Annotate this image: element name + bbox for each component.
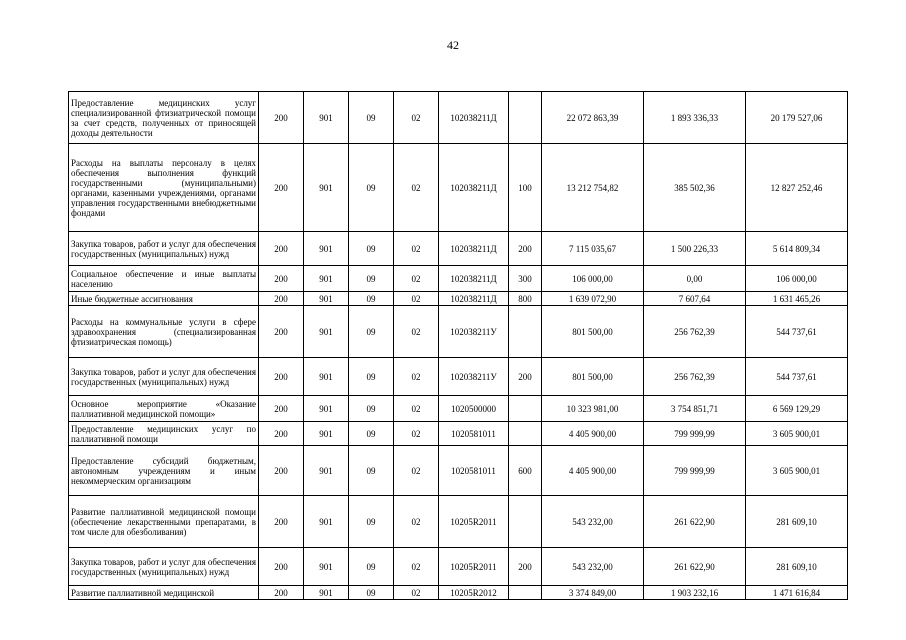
cell-fact: 256 762,39 <box>644 358 746 396</box>
cell-pr: 02 <box>394 422 439 446</box>
table-body <box>69 92 848 600</box>
table-row <box>69 496 848 548</box>
cell-rest: 12 827 252,46 <box>746 144 848 232</box>
cell-fact: 7 607,64 <box>644 292 746 306</box>
cell-rest: 3 605 900,01 <box>746 422 848 446</box>
cell-rz: 09 <box>349 446 394 496</box>
cell-rz: 09 <box>349 396 394 422</box>
cell-name: Закупка товаров, работ и услуг для обеспечения государственных (муниципальных) нужд <box>69 232 259 266</box>
cell-fact: 0,00 <box>644 266 746 292</box>
cell-ved: 901 <box>304 422 349 446</box>
cell-plan: 801 500,00 <box>542 306 644 358</box>
cell-pr: 02 <box>394 496 439 548</box>
cell-name: Закупка товаров, работ и услуг для обеспечения государственных (муниципальных) нужд <box>69 548 259 586</box>
cell-pr: 02 <box>394 266 439 292</box>
cell-csr: 102038211Д <box>439 292 509 306</box>
cell-pr: 02 <box>394 306 439 358</box>
cell-name: Предоставление медицинских услуг по паллиативной помощи <box>69 422 259 446</box>
cell-plan: 543 232,00 <box>542 496 644 548</box>
cell-vr: 100 <box>509 144 542 232</box>
cell-fact: 261 622,90 <box>644 548 746 586</box>
cell-fact: 1 893 336,33 <box>644 92 746 144</box>
cell-rz: 09 <box>349 144 394 232</box>
cell-rz: 09 <box>349 586 394 600</box>
cell-pr: 02 <box>394 92 439 144</box>
cell-fact: 261 622,90 <box>644 496 746 548</box>
cell-pr: 02 <box>394 446 439 496</box>
table-row <box>69 548 848 586</box>
table-row <box>69 144 848 232</box>
cell-name: Социальное обеспечение и иные выплаты населению <box>69 266 259 292</box>
cell-csr: 10205R2011 <box>439 496 509 548</box>
cell-name: Иные бюджетные ассигнования <box>69 292 259 306</box>
table-row <box>69 92 848 144</box>
cell-grbs: 200 <box>259 422 304 446</box>
cell-vr <box>509 396 542 422</box>
cell-vr <box>509 92 542 144</box>
cell-rz: 09 <box>349 548 394 586</box>
cell-ved: 901 <box>304 266 349 292</box>
table-row <box>69 358 848 396</box>
cell-rz: 09 <box>349 306 394 358</box>
cell-vr: 300 <box>509 266 542 292</box>
cell-plan: 13 212 754,82 <box>542 144 644 232</box>
cell-plan: 4 405 900,00 <box>542 422 644 446</box>
cell-fact: 256 762,39 <box>644 306 746 358</box>
cell-fact: 1 500 226,33 <box>644 232 746 266</box>
cell-name: Развитие паллиативной медицинской <box>69 586 259 600</box>
cell-ved: 901 <box>304 548 349 586</box>
cell-grbs: 200 <box>259 266 304 292</box>
cell-ved: 901 <box>304 306 349 358</box>
cell-vr <box>509 496 542 548</box>
page-number: 42 <box>447 38 459 52</box>
cell-csr: 1020581011 <box>439 422 509 446</box>
cell-plan: 106 000,00 <box>542 266 644 292</box>
cell-vr: 200 <box>509 358 542 396</box>
cell-grbs: 200 <box>259 144 304 232</box>
cell-pr: 02 <box>394 396 439 422</box>
cell-grbs: 200 <box>259 92 304 144</box>
cell-csr: 102038211Д <box>439 232 509 266</box>
cell-grbs: 200 <box>259 446 304 496</box>
cell-grbs: 200 <box>259 586 304 600</box>
cell-ved: 901 <box>304 92 349 144</box>
cell-plan: 4 405 900,00 <box>542 446 644 496</box>
cell-csr: 102038211Д <box>439 92 509 144</box>
cell-plan: 3 374 849,00 <box>542 586 644 600</box>
cell-rz: 09 <box>349 232 394 266</box>
cell-name: Закупка товаров, работ и услуг для обеспечения государственных (муниципальных) нужд <box>69 358 259 396</box>
cell-grbs: 200 <box>259 232 304 266</box>
table-row <box>69 586 848 600</box>
cell-ved: 901 <box>304 446 349 496</box>
cell-pr: 02 <box>394 144 439 232</box>
cell-name: Расходы на коммунальные услуги в сфере здравоохранения (специализированная фтизиатрическая помощь) <box>69 306 259 358</box>
cell-plan: 7 115 035,67 <box>542 232 644 266</box>
cell-ved: 901 <box>304 358 349 396</box>
cell-pr: 02 <box>394 358 439 396</box>
table-row <box>69 396 848 422</box>
cell-rest: 281 609,10 <box>746 496 848 548</box>
cell-csr: 1020500000 <box>439 396 509 422</box>
table-row <box>69 422 848 446</box>
cell-name: Основное мероприятие «Оказание паллиативной медицинской помощи» <box>69 396 259 422</box>
cell-fact: 1 903 232,16 <box>644 586 746 600</box>
cell-grbs: 200 <box>259 396 304 422</box>
cell-vr: 800 <box>509 292 542 306</box>
cell-ved: 901 <box>304 496 349 548</box>
cell-grbs: 200 <box>259 548 304 586</box>
cell-vr <box>509 306 542 358</box>
cell-rest: 544 737,61 <box>746 358 848 396</box>
cell-ved: 901 <box>304 232 349 266</box>
cell-ved: 901 <box>304 292 349 306</box>
cell-rz: 09 <box>349 422 394 446</box>
cell-rest: 6 569 129,29 <box>746 396 848 422</box>
cell-plan: 22 072 863,39 <box>542 92 644 144</box>
cell-rest: 1 471 616,84 <box>746 586 848 600</box>
cell-ved: 901 <box>304 396 349 422</box>
cell-plan: 543 232,00 <box>542 548 644 586</box>
cell-csr: 1020581011 <box>439 446 509 496</box>
cell-fact: 799 999,99 <box>644 422 746 446</box>
table-row <box>69 266 848 292</box>
cell-plan: 801 500,00 <box>542 358 644 396</box>
cell-rest: 3 605 900,01 <box>746 446 848 496</box>
cell-rest: 281 609,10 <box>746 548 848 586</box>
cell-vr: 600 <box>509 446 542 496</box>
cell-rz: 09 <box>349 292 394 306</box>
cell-rest: 5 614 809,34 <box>746 232 848 266</box>
cell-fact: 799 999,99 <box>644 446 746 496</box>
cell-fact: 3 754 851,71 <box>644 396 746 422</box>
table-row <box>69 232 848 266</box>
cell-csr: 10205R2012 <box>439 586 509 600</box>
cell-grbs: 200 <box>259 496 304 548</box>
cell-ved: 901 <box>304 586 349 600</box>
cell-vr: 200 <box>509 548 542 586</box>
cell-rest: 1 631 465,26 <box>746 292 848 306</box>
cell-vr <box>509 586 542 600</box>
cell-rz: 09 <box>349 496 394 548</box>
cell-rz: 09 <box>349 92 394 144</box>
cell-plan: 10 323 981,00 <box>542 396 644 422</box>
cell-ved: 901 <box>304 144 349 232</box>
cell-grbs: 200 <box>259 292 304 306</box>
cell-csr: 102038211У <box>439 358 509 396</box>
cell-pr: 02 <box>394 232 439 266</box>
cell-rest: 106 000,00 <box>746 266 848 292</box>
cell-rest: 544 737,61 <box>746 306 848 358</box>
cell-fact: 385 502,36 <box>644 144 746 232</box>
cell-rz: 09 <box>349 266 394 292</box>
budget-table <box>68 91 848 600</box>
cell-plan: 1 639 072,90 <box>542 292 644 306</box>
cell-name: Развитие паллиативной медицинской помощи (обеспечение лекарственными препаратами, в том числе для обезболивания) <box>69 496 259 548</box>
cell-rz: 09 <box>349 358 394 396</box>
cell-csr: 102038211Д <box>439 144 509 232</box>
cell-csr: 10205R2011 <box>439 548 509 586</box>
cell-pr: 02 <box>394 548 439 586</box>
table-row <box>69 306 848 358</box>
table-row <box>69 292 848 306</box>
cell-name: Расходы на выплаты персоналу в целях обеспечения выполнения функций государственными (муниципальными) органами, казенными учреждениями, органами управления государственными внебюджетными фондами <box>69 144 259 232</box>
cell-rest: 20 179 527,06 <box>746 92 848 144</box>
cell-csr: 102038211Д <box>439 266 509 292</box>
cell-grbs: 200 <box>259 306 304 358</box>
cell-pr: 02 <box>394 292 439 306</box>
cell-name: Предоставление медицинских услуг специализированной фтизиатрической помощи за счет средств, полученных от приносящей доходы деятельности <box>69 92 259 144</box>
cell-csr: 102038211У <box>439 306 509 358</box>
cell-vr <box>509 422 542 446</box>
cell-name: Предоставление субсидий бюджетным, автономным учреждениям и иным некоммерческим организациям <box>69 446 259 496</box>
table-row <box>69 446 848 496</box>
cell-pr: 02 <box>394 586 439 600</box>
cell-vr: 200 <box>509 232 542 266</box>
cell-grbs: 200 <box>259 358 304 396</box>
